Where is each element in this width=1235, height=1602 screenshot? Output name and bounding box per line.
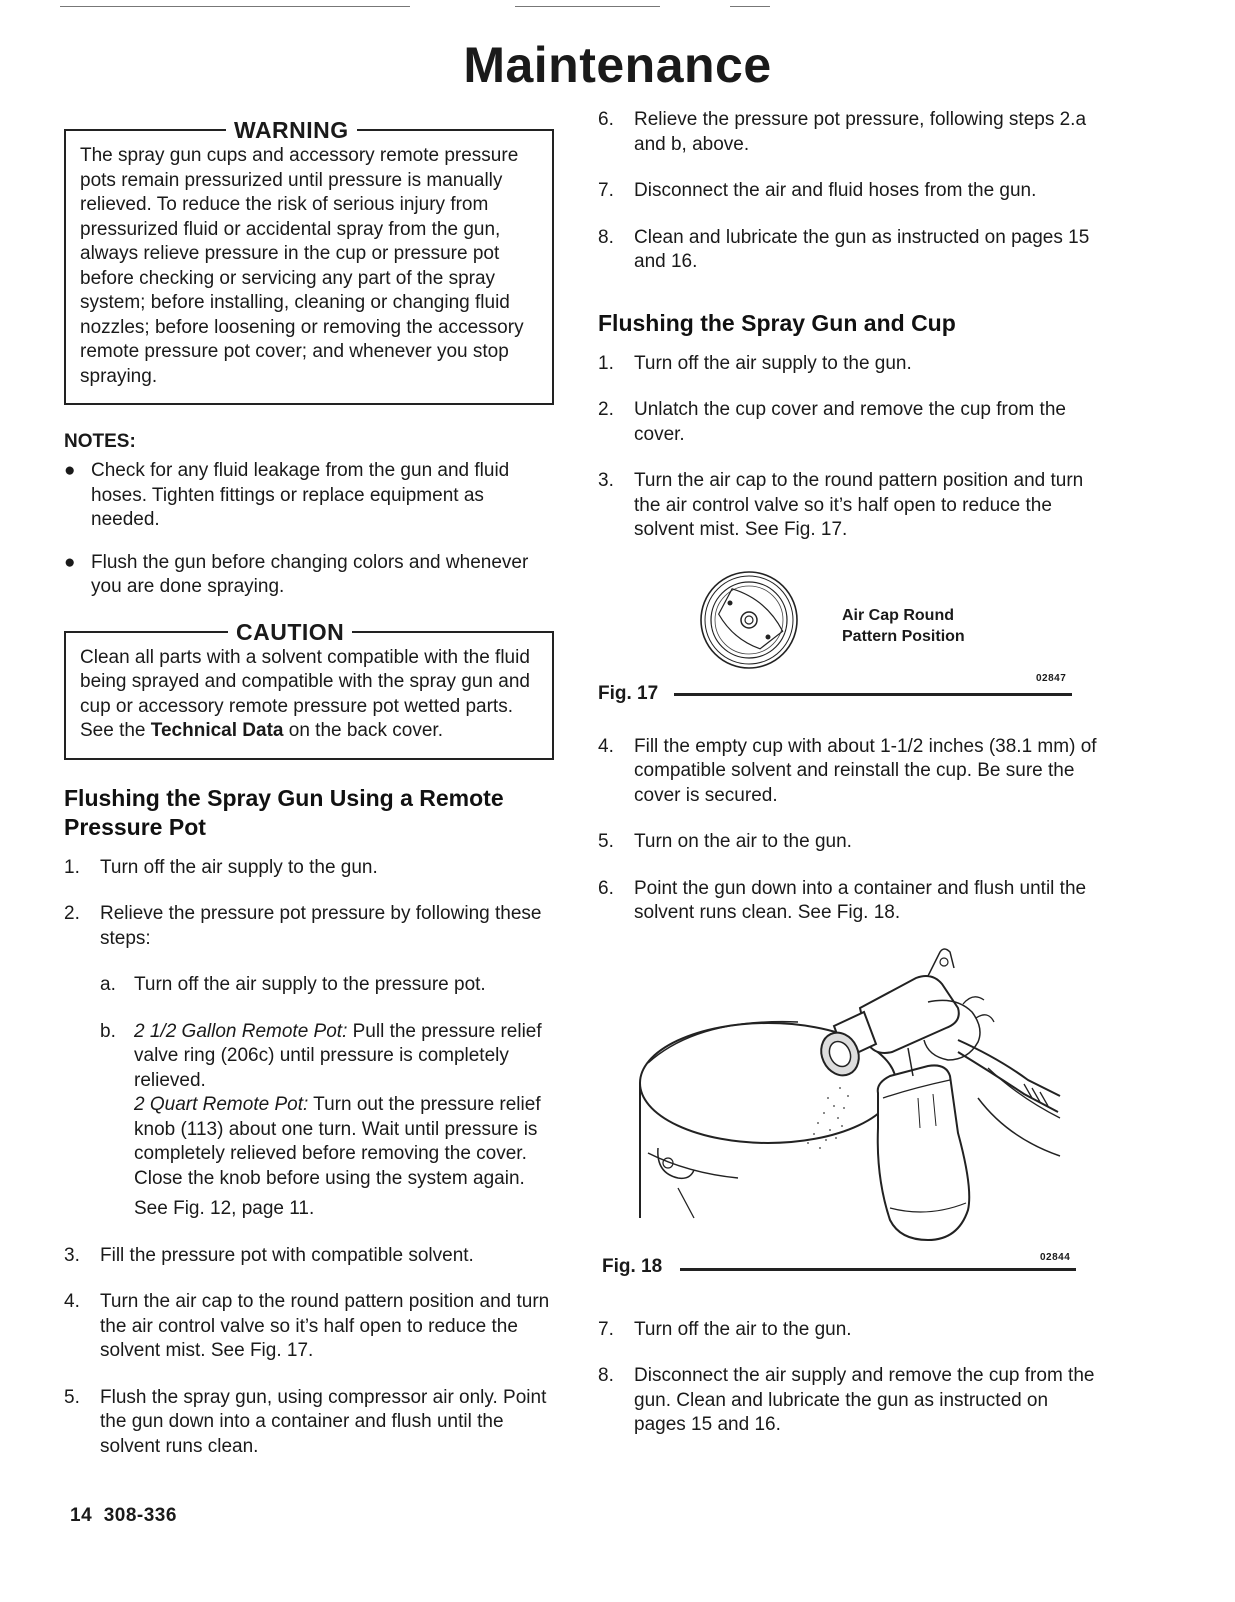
step-item: 5. Flush the spray gun, using compressor air only. Point the gun down into a container and flush until the solvent runs clean. [64,1386,547,1457]
step-item: 2. Unlatch the cup cover and remove the cup from the cover. [598,399,1066,445]
warning-header [64,118,554,142]
figure-18 [598,948,1098,1288]
caution-text: Clean all parts with a solvent compatible with the fluid being sprayed and compatible with the spray gun and cup or accessory remote pressure pot wetted parts. See the Technical Data on the back cover. [80,646,530,741]
step-item: 2. Relieve the pressure pot pressure by following these steps: [64,903,542,949]
technical-data-ref: Technical Data [150,720,284,741]
spray-gun-flushing-illustration [628,948,1068,1248]
fig17-code: 02847 [1036,672,1067,684]
step-item: 8. Disconnect the air supply and remove the cup from the gun. Clean and lubricate the gun as instructed on pages 15 and 16. [598,1365,1095,1435]
note-item: ● Check for any fluid leakage from the gun and fluid hoses. Tighten fittings or replace equipment as needed. [64,459,554,533]
scan-edge-line [730,6,770,7]
warning-box [64,117,554,405]
fig17-rule [674,693,1072,696]
fig17-label: Fig. 17 [598,682,659,704]
air-cap-round-pattern-icon [694,565,804,675]
step-item: 4. Turn the air cap to the round pattern position and turn the air control valve so it’s half open to reduce the solvent mist. See Fig. 17. [64,1291,550,1361]
bullet-icon: ● [64,460,76,481]
fig18-label: Fig. 18 [602,1255,663,1277]
step-item: 6. Relieve the pressure pot pressure, following steps 2.a and b, above. [598,109,1087,155]
step-item: 7. Disconnect the air and fluid hoses from the gun. [598,180,1037,201]
caution-heading: CAUTION [236,618,345,645]
warning-text: The spray gun cups and accessory remote pressure pots remain pressurized until pressure is manually relieved. To reduce the risk of serious injury from pressurized fluid or accidental spray from the gun, always relieve pressure in the cup or pressure pot before checking or servicing any part of the spray system; before installing, cleaning or changing fluid nozzles; before loosening or removing the accessory remote pressure pot cover; and whenever you stop spraying. [80,145,524,387]
fig18-code: 02844 [1040,1251,1071,1263]
step-item: 3. Turn the air cap to the round pattern position and turn the air control valve so it’s half open to reduce the solvent mist. See Fig. 17. [598,470,1084,540]
step-item: 8. Clean and lubricate the gun as instructed on pages 15 and 16. [598,226,1090,272]
figure-17 [598,565,1098,705]
caution-box [64,618,554,760]
step-item: 6. Point the gun down into a container and flush until the solvent runs clean. See Fig. 18. [598,877,1087,923]
page-title: Maintenance [463,37,772,93]
caution-header [64,620,554,644]
step-item: 4. Fill the empty cup with about 1-1/2 inches (38.1 mm) of compatible solvent and reinstall the cup. Be sure the cover is secured. [598,735,1097,806]
step-item: 7. Turn off the air to the gun. [598,1318,852,1340]
note-item: ● Flush the gun before changing colors and whenever you are done spraying. [64,551,554,600]
fig18-rule [680,1268,1076,1271]
remote-pot-section-title: Flushing the Spray Gun Using a Remote Pressure Pot [64,784,504,840]
step-item: 1. Turn off the air supply to the gun. [598,352,912,374]
scan-edge-line [515,6,660,7]
substep-item: b. 2 1/2 Gallon Remote Pot: Pull the pressure relief valve ring (206c) until pressure is completely relieved. 2 Quart Remote Pot: Turn out the pressure relief knob (113) about one turn. Wait until pressure is completely relieved before removing the cover. Close the knob before using the system again. See Fig. 12, page 11. [100,1020,542,1219]
step-item: 5. Turn on the air to the gun. [598,831,852,852]
page-footer: 14 308-336 [70,1505,177,1526]
substep-item: a. Turn off the air supply to the pressure pot. [100,974,486,995]
scan-edge-line [60,6,410,7]
step-item: 3. Fill the pressure pot with compatible solvent. [64,1244,474,1266]
notes-heading: NOTES: [64,431,136,452]
fig17-caption: Air Cap Round Pattern Position [842,606,965,645]
warning-heading: WARNING [234,117,349,143]
step-item: 1. Turn off the air supply to the gun. [64,856,378,878]
cup-section-title: Flushing the Spray Gun and Cup [598,309,956,336]
bullet-icon: ● [64,551,76,573]
